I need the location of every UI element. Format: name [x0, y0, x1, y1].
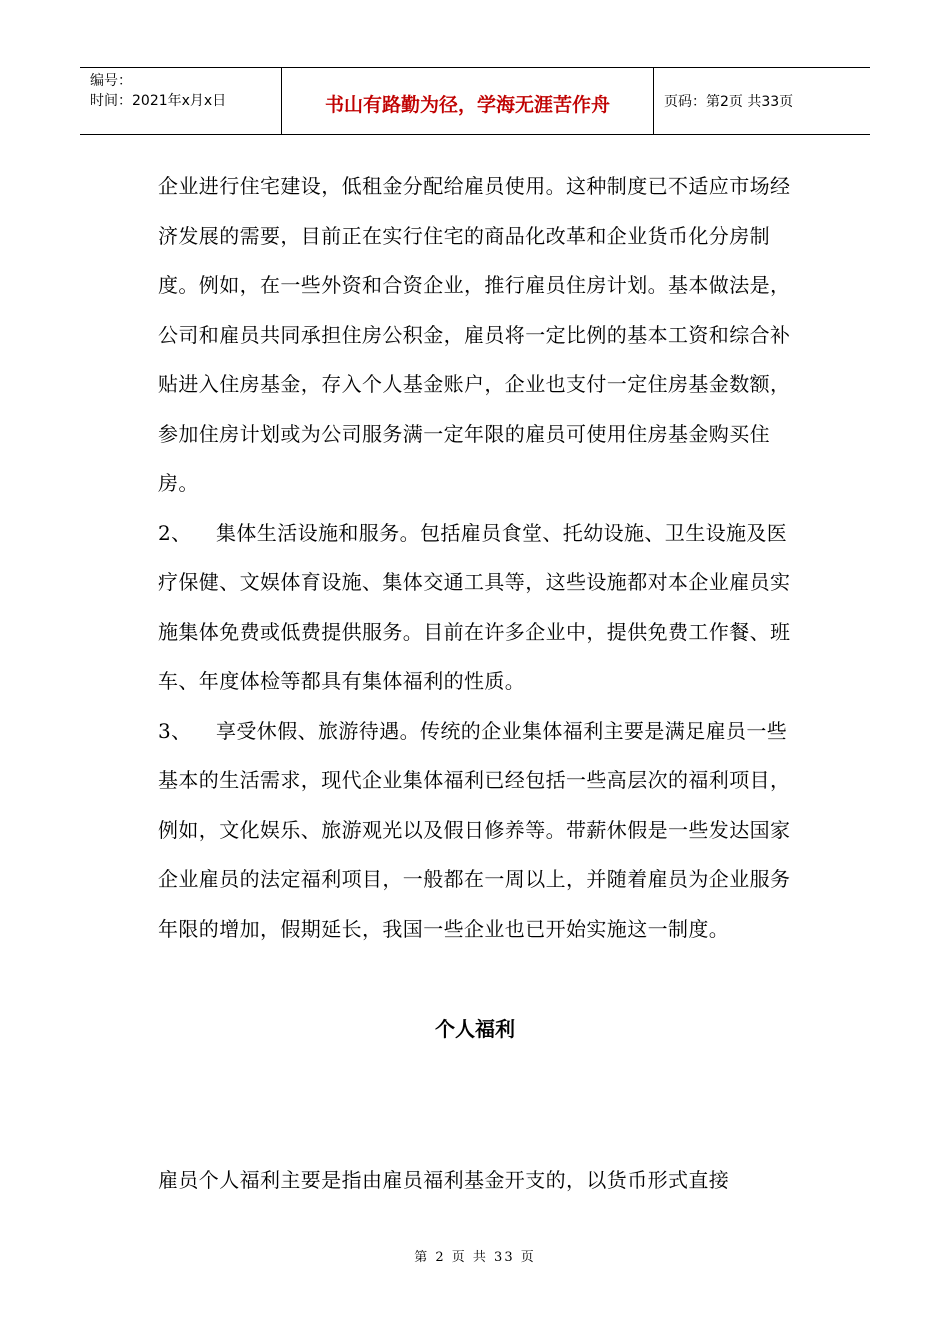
list-number: 3、	[158, 718, 192, 743]
list-item-text: 集体生活设施和服务。包括雇员食堂、托幼设施、卫生设施及医疗保健、文娱体育设施、集体交通工具等，这些设施都对本企业雇员实施集体免费或低费提供服务。目前在许多企业中，提供免费工作餐、班车、年度体检等都具有集体福利的性质。	[158, 520, 791, 693]
paragraph-housing: 企业进行住宅建设，低租金分配给雇员使用。这种制度已不适应市场经济发展的需要，目前正在实行住宅的商品化改革和企业货币化分房制度。例如，在一些外资和合资企业，推行雇员住房计划。基本做法是，公司和雇员共同承担住房公积金，雇员将一定比例的基本工资和综合补贴进入住房基金，存入个人基金账户，企业也支付一定住房基金数额，参加住房计划或为公司服务满一定年限的雇员可使用住房基金购买住房。	[158, 174, 791, 495]
list-item-3	[158, 707, 798, 955]
time-label: 时间：2021年x月x日	[90, 93, 227, 109]
paragraph-personal-welfare: 雇员个人福利主要是指由雇员福利基金开支的，以货币形式直接	[158, 1168, 730, 1192]
header-motto: 书山有路勤为径，学海无涯苦作舟	[282, 68, 654, 134]
body-text	[158, 162, 798, 954]
section-heading: 个人福利	[435, 1017, 515, 1041]
header-page-info: 页码：第2页 共33页	[664, 94, 794, 110]
page-footer: 第 2 页 共 33 页	[414, 1250, 536, 1265]
header-meta-cell	[80, 68, 282, 134]
list-item-text: 享受休假、旅游待遇。传统的企业集体福利主要是满足雇员一些基本的生活需求，现代企业集体福利已经包括一些高层次的福利项目，例如，文化娱乐、旅游观光以及假日修养等。带薪休假是一些发达国家企业雇员的法定福利项目，一般都在一周以上，并随着雇员为企业服务年限的增加，假期延长，我国一些企业也已开始实施这一制度。	[158, 718, 791, 941]
page-header	[80, 67, 870, 135]
list-number: 2、	[158, 520, 192, 545]
doc-number-label: 编号：	[90, 73, 132, 89]
list-item-2	[158, 509, 798, 707]
